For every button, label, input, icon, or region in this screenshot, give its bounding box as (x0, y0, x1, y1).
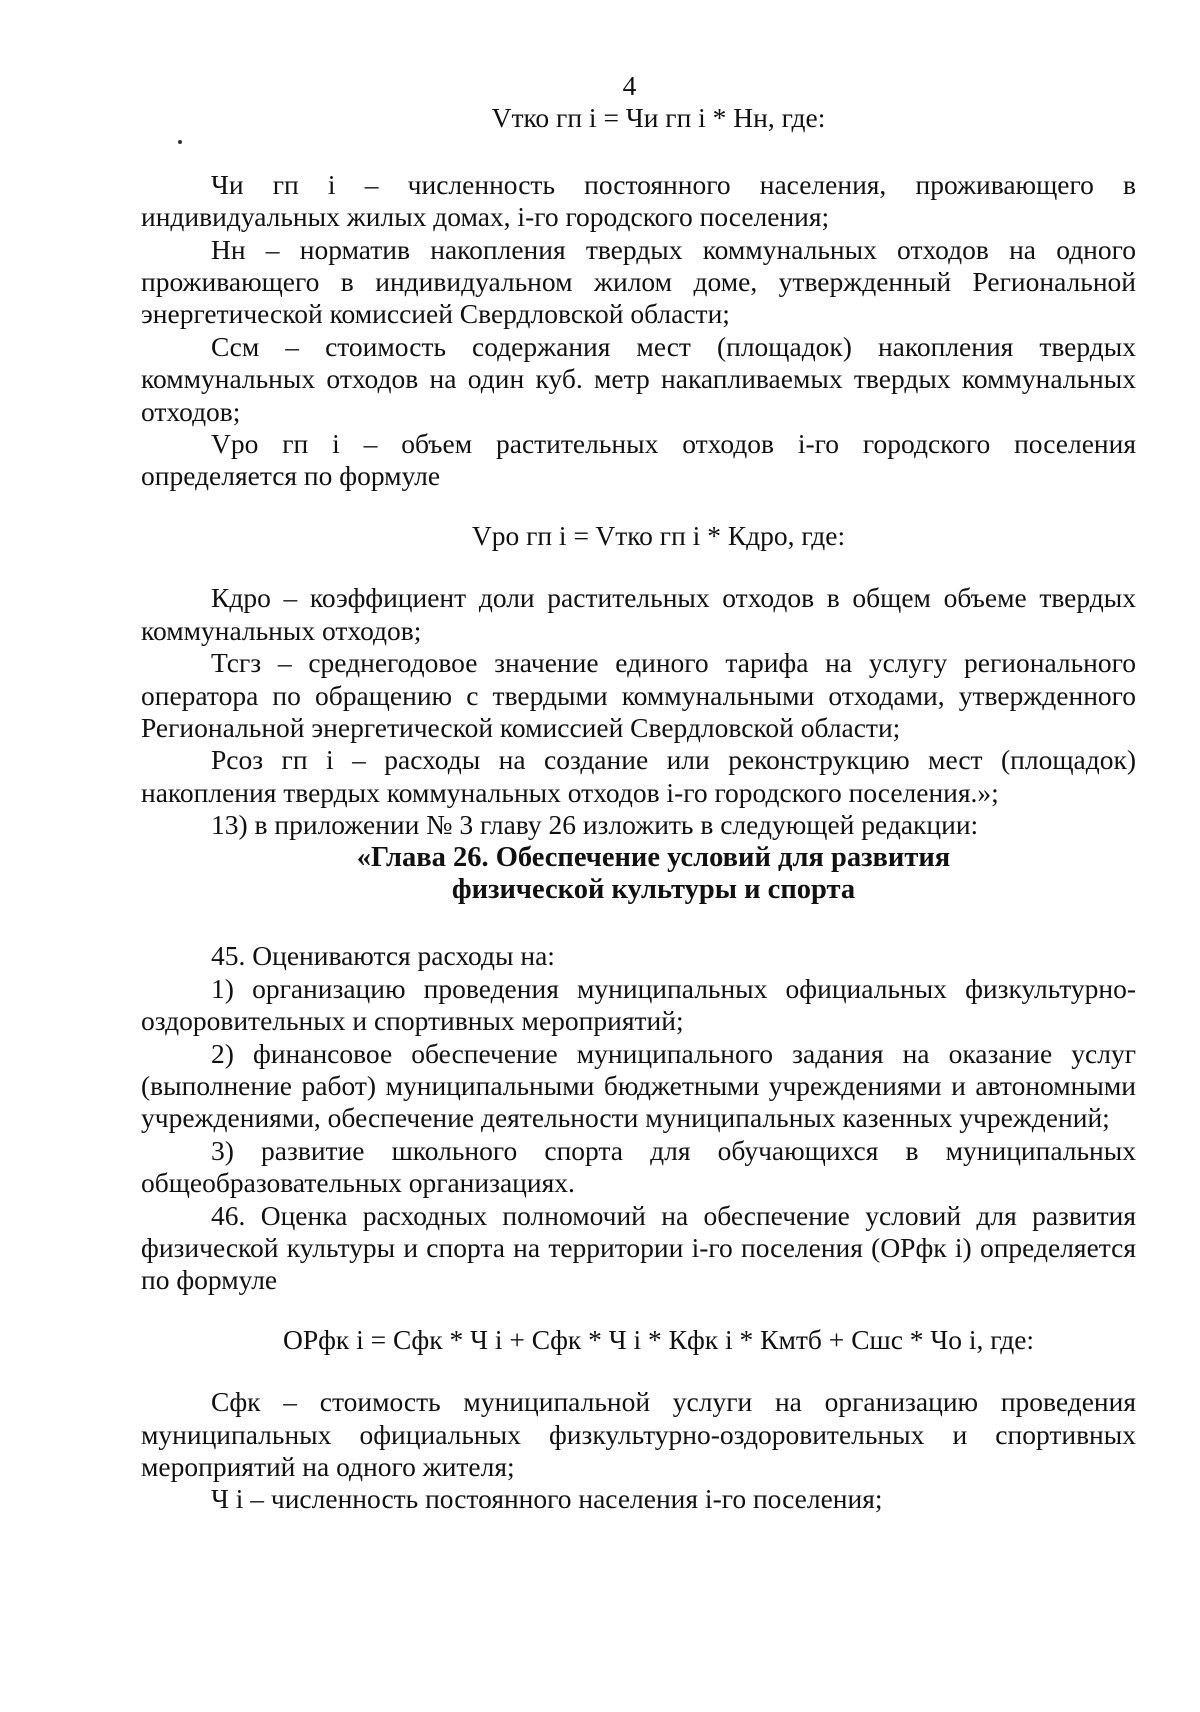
clause-45: 45. Оцениваются расходы на: (211, 940, 555, 972)
definition-vro: Vро гп i – объем растительных отходов i-го городского поселения определяется по формуле (141, 428, 1136, 492)
chapter-heading-line-2: физической культуры и спорта (451, 873, 856, 905)
clause-45-item-2: 2) финансовое обеспечение муниципального задания на оказание услуг (выполнение работ) муниципальными бюджетными учреждениями и автономными учреждениями, обеспечение деятельности муниципальных казенных учреждений; (141, 1037, 1136, 1134)
definition-nn: Нн – норматив накопления твердых коммунальных отходов на одного проживающего в индивидуальном жилом доме, утвержденный Региональной энергетической комиссией Свердловской области; (141, 233, 1136, 330)
chapter-heading-line-1: «Глава 26. Обеспечение условий для развития (356, 841, 951, 873)
definition-ssm: Ссм – стоимость содержания мест (площадок) накопления твердых коммунальных отходов на один куб. метр накапливаемых твердых коммунальных отходов; (141, 330, 1136, 427)
formula-vro: Vро гп i = Vтко гп i * Кдро, где: (471, 519, 846, 551)
definition-kdro: Кдро – коэффициент доли растительных отходов в общем объеме твердых коммунальных отходов; (141, 582, 1136, 646)
clause-46: 46. Оценка расходных полномочий на обеспечение условий для развития физической культуры и спорта на территории i-го поселения (ОРфк i) определяется по формуле (141, 1199, 1136, 1296)
definition-tsgz: Тсгз – среднегодовое значение единого тарифа на услугу регионального оператора по обращению с твердыми коммунальными отходами, утвержденного Региональной энергетической комиссией Свердловской области; (141, 647, 1136, 743)
formula-orfk: ОРфк i = Сфк * Ч i + Сфк * Ч i * Кфк i * Кмтб + Сшс * Чо i, где: (282, 1323, 1035, 1355)
formula-vtko: Vтко гп i = Чи гп i * Нн, где: (491, 102, 826, 134)
clause-45-item-3: 3) развитие школьного спорта для обучающихся в муниципальных общеобразовательных организациях. (141, 1134, 1136, 1199)
amendment-13: 13) в приложении № 3 главу 26 изложить в следующей редакции: (211, 809, 979, 841)
definition-rsoz: Рсоз гп i – расходы на создание или реконструкцию мест (площадок) накопления твердых коммунальных отходов i-го городского поселения.»; (141, 744, 1136, 808)
definition-chi-gp: Чи гп i – численность постоянного населения, проживающего в индивидуальных жилых домах, i-го городского поселения; (141, 168, 1136, 233)
clause-45-item-1: 1) организацию проведения муниципальных официальных физкультурно-оздоровительных и спортивных мероприятий; (141, 972, 1136, 1037)
definition-chi-i: Ч i – численность постоянного населения i-го поселения; (211, 1483, 883, 1515)
definition-sfk: Сфк – стоимость муниципальной услуги на организацию проведения муниципальных официальных физкультурно-оздоровительных и спортивных мероприятий на одного жителя; (141, 1386, 1136, 1483)
page-number: 4 (622, 70, 637, 101)
document-page (141, 70, 1136, 1516)
